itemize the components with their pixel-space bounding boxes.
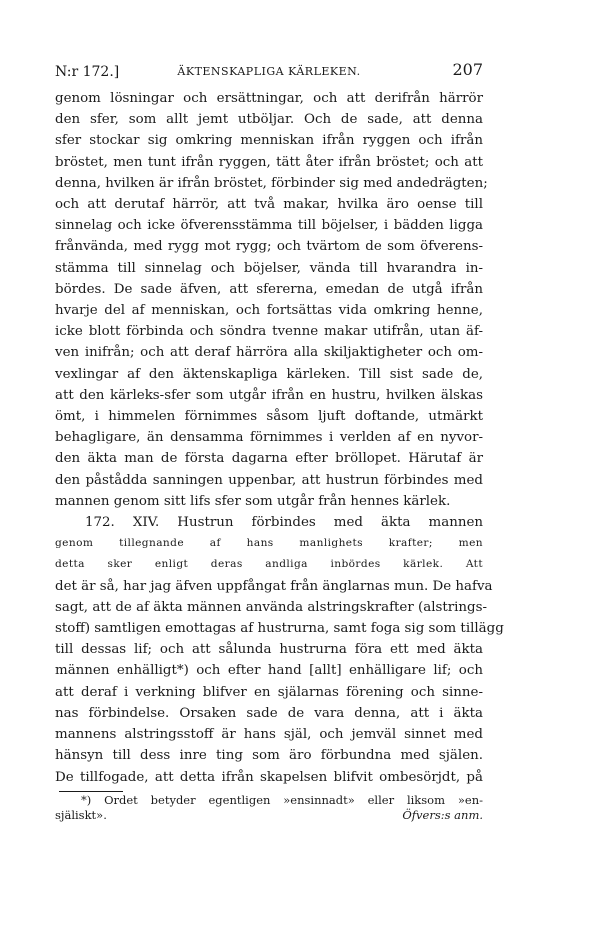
translator-note: Öfvers:s anm. xyxy=(402,807,483,822)
body-text xyxy=(55,88,504,788)
text-line: bröstet, men tunt ifrån ryggen, tätt åter ifrån bröstet; och att xyxy=(55,154,483,170)
text-line: vexlingar af den äktenskapliga kärleken. Till sist sade de, xyxy=(55,366,483,382)
text-line: att den kärleks-sfer som utgår ifrån en hustru, hvilken älskas xyxy=(55,387,483,403)
section-heading-line: detta sker enligt deras andliga inbördes kärlek. Att xyxy=(55,558,483,571)
text-line: och att derutaf härrör, att två makar, hvilka äro oense till xyxy=(55,197,483,213)
running-header xyxy=(55,58,483,84)
text-line: hänsyn till dess inre ting som äro förbundna med själen. xyxy=(55,748,483,764)
page-number: 207 xyxy=(452,60,483,79)
text-line: mannens alstringsstoff är hans själ, och jemväl sinnet med xyxy=(55,727,483,743)
footnote-divider xyxy=(59,791,123,792)
text-line: behagligare, än densamma förnimmes i verlden af en nyvor- xyxy=(55,430,483,446)
text-line: hvarje del af menniskan, och fortsättas vida omkring henne, xyxy=(55,303,483,319)
section-number: N:r 172.] xyxy=(55,64,120,80)
text-line: denna, hvilken är ifrån bröstet, förbinder sig med andedrägten; xyxy=(55,175,488,191)
text-line: sagt, att de af äkta männen använda alstringskrafter (alstrings- xyxy=(55,599,488,615)
footnote-line xyxy=(55,808,483,823)
text-line: frånvända, med rygg mot rygg; och tvärtom de som öfverens- xyxy=(55,239,483,255)
text-line: genom lösningar och ersättningar, och att derifrån härrör xyxy=(55,91,483,106)
text-line: ven inifrån; och att deraf härröra alla skiljaktigheter och om- xyxy=(55,345,483,361)
footnote-line: *) Ordet betyder egentligen »ensinnadt» eller liksom »en- xyxy=(81,792,483,807)
text-line: att deraf i verkning blifver en själarnas förening och sinne- xyxy=(55,684,483,700)
text-line: sinnelag och icke öfverensstämma till böjelser, i bädden ligga xyxy=(55,218,483,234)
section-heading-line: genom tillegnande af hans manlighets krafter; men xyxy=(55,537,483,550)
text-line: den äkta man de första dagarna efter bröllopet. Härutaf är xyxy=(55,451,483,467)
text-line: till dessas lif; och att sålunda hustrurna föra ett med äkta xyxy=(55,642,483,658)
text-line: ömt, i himmelen förnimmes såsom ljuft doftande, utmärkt xyxy=(55,409,483,425)
text-line: icke blott förbinda och söndra tvenne makar utifrån, utan äf- xyxy=(55,324,483,340)
text-line: den sfer, som allt jemt utböljar. Och de sade, att denna xyxy=(55,112,483,128)
footnote xyxy=(55,793,483,823)
text-line: männen enhälligt*) och efter hand [allt] enhälligare lif; och xyxy=(55,663,483,679)
text-line: den påstådda sanningen uppenbar, att hustrun förbindes med xyxy=(55,472,483,488)
text-line: mannen genom sitt lifs sfer som utgår från hennes kärlek. xyxy=(55,493,451,509)
text-line: stämma till sinnelag och böjelser, vända till hvarandra in- xyxy=(55,260,483,276)
text-line: nas förbindelse. Orsaken sade de vara denna, att i äkta xyxy=(55,705,483,721)
book-page xyxy=(55,58,504,823)
text-line: det är så, har jag äfven uppfångat från änglarnas mun. De hafva xyxy=(55,578,493,594)
text-line: sfer stockar sig omkring menniskan ifrån ryggen och ifrån xyxy=(55,133,483,149)
footnote-text: själiskt». xyxy=(55,807,107,822)
text-line: De tillfogade, att detta ifrån skapelsen blifvit ombesörjdt, på xyxy=(55,769,483,785)
text-line: bördes. De sade äfven, att sfererna, emedan de utgå ifrån xyxy=(55,281,483,297)
section-heading-line: 172. XIV. Hustrun förbindes med äkta mannen xyxy=(85,515,483,531)
text-line: stoff) samtligen emottagas af hustrurna, samt foga sig som tillägg xyxy=(55,621,504,637)
running-title: ÄKTENSKAPLIGA KÄRLEKEN. xyxy=(177,65,361,78)
